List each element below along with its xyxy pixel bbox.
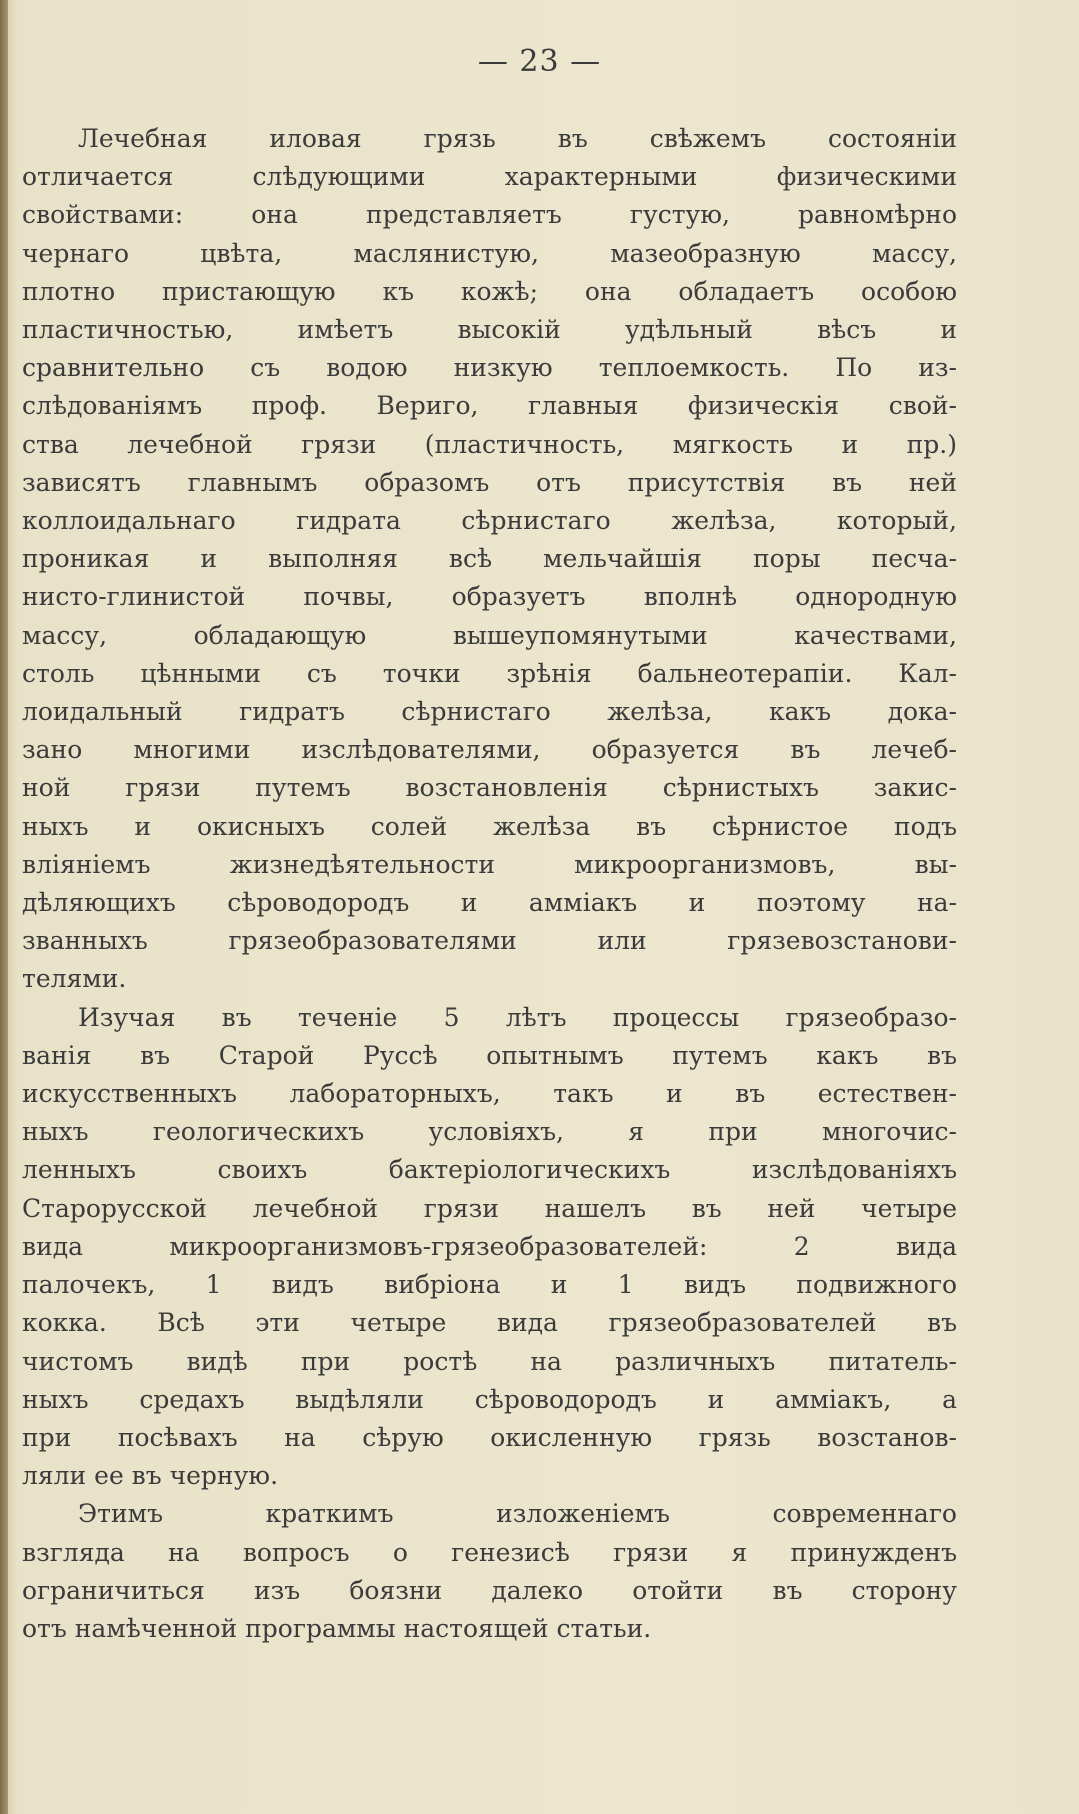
text-line: искусственныхъ лабораторныхъ, такъ и въ естествен- [22, 1079, 957, 1109]
text-line: зависятъ главнымъ образомъ отъ присутствія въ ней [22, 467, 957, 497]
text-line: ства лечебной грязи (пластичность, мягкость и пр.) [22, 429, 957, 459]
text-line: Этимъ краткимъ изложеніемъ современнаго [78, 1499, 957, 1529]
text-line: столь цѣнными съ точки зрѣнія бальнеотерапіи. Кал- [22, 658, 957, 688]
binding-edge [0, 0, 8, 1814]
text-line: ныхъ и окисныхъ солей желѣза въ сѣрнистое подъ [22, 811, 957, 841]
text-line: ляли ее въ черную. [22, 1461, 279, 1491]
text-line: ныхъ геологическихъ условіяхъ, я при многочис- [22, 1117, 957, 1147]
text-line: чернаго цвѣта, маслянистую, мазеобразную массу, [22, 238, 957, 268]
text-line: Изучая въ теченіе 5 лѣтъ процессы грязеобразо- [78, 1002, 957, 1032]
text-line: нисто-глинистой почвы, образуетъ вполнѣ однородную [22, 582, 957, 612]
text-line: сравнительно съ водою низкую теплоемкость. По из- [22, 353, 957, 383]
paragraph-2 [22, 999, 957, 1496]
text-line: дѣляющихъ сѣроводородъ и аммiакъ и поэтому на- [22, 888, 957, 918]
page-number: — 23 — [477, 44, 602, 79]
text-line: плотно пристающую къ кожѣ; она обладаетъ особою [22, 276, 957, 306]
text-line: ленныхъ своихъ бактеріологическихъ изслѣдованіяхъ [22, 1155, 957, 1185]
text-line: телями. [22, 964, 127, 994]
text-line: ныхъ средахъ выдѣляли сѣроводородъ и аммiакъ, а [22, 1384, 957, 1414]
text-line: отличается слѣдующими характерными физическими [22, 162, 957, 192]
text-line: отъ намѣченной программы настоящей статьи. [22, 1613, 652, 1643]
text-line: вида микроорганизмовъ-грязеобразователей: 2 вида [22, 1231, 957, 1261]
text-line: Старорусской лечебной грязи нашелъ въ ней четыре [22, 1193, 957, 1223]
text-line: слѣдованіямъ проф. Вериго, главныя физическія свой- [22, 391, 957, 421]
text-line: проникая и выполняя всѣ мельчайшія поры песча- [22, 544, 957, 574]
text-line: вліяніемъ жизнедѣятельности микроорганизмовъ, вы- [22, 849, 957, 879]
text-line: массу, обладающую вышеупомянутыми качествами, [22, 620, 957, 650]
text-line: званныхъ грязеобразователями или грязевозстанови- [22, 926, 957, 956]
text-line: при посѣвахъ на сѣрую окисленную грязь возстанов- [22, 1422, 957, 1452]
text-line: Лечебная иловая грязь въ свѣжемъ состояніи [78, 124, 957, 153]
text-line: зано многими изслѣдователями, образуется въ лечеб- [22, 735, 957, 765]
text-line: ной грязи путемъ возстановленія сѣрнистыхъ закис- [22, 773, 957, 803]
text-line: палочекъ, 1 видъ вибріона и 1 видъ подвижного [22, 1270, 957, 1300]
text-line: кокка. Всѣ эти четыре вида грязеобразователей въ [22, 1308, 957, 1338]
body-text [22, 120, 957, 1648]
text-line: пластичностью, имѣетъ высокій удѣльный вѣсъ и [22, 315, 957, 345]
text-line: лоидальный гидратъ сѣрнистаго желѣза, какъ дока- [22, 697, 957, 727]
text-line: взгляда на вопросъ о генезисѣ грязи я принужденъ [22, 1537, 957, 1567]
paragraph-3 [22, 1495, 957, 1648]
text-line: коллоидальнаго гидрата сѣрнистаго желѣза, который, [22, 506, 957, 536]
paragraph-1 [22, 120, 957, 999]
text-line: ограничиться изъ боязни далеко отойти въ сторону [22, 1575, 957, 1605]
text-line: ванія въ Старой Руссѣ опытнымъ путемъ какъ въ [22, 1040, 957, 1070]
text-line: чистомъ видѣ при ростѣ на различныхъ питатель- [22, 1346, 957, 1376]
text-line: свойствами: она представляетъ густую, равномѣрно [22, 200, 957, 230]
